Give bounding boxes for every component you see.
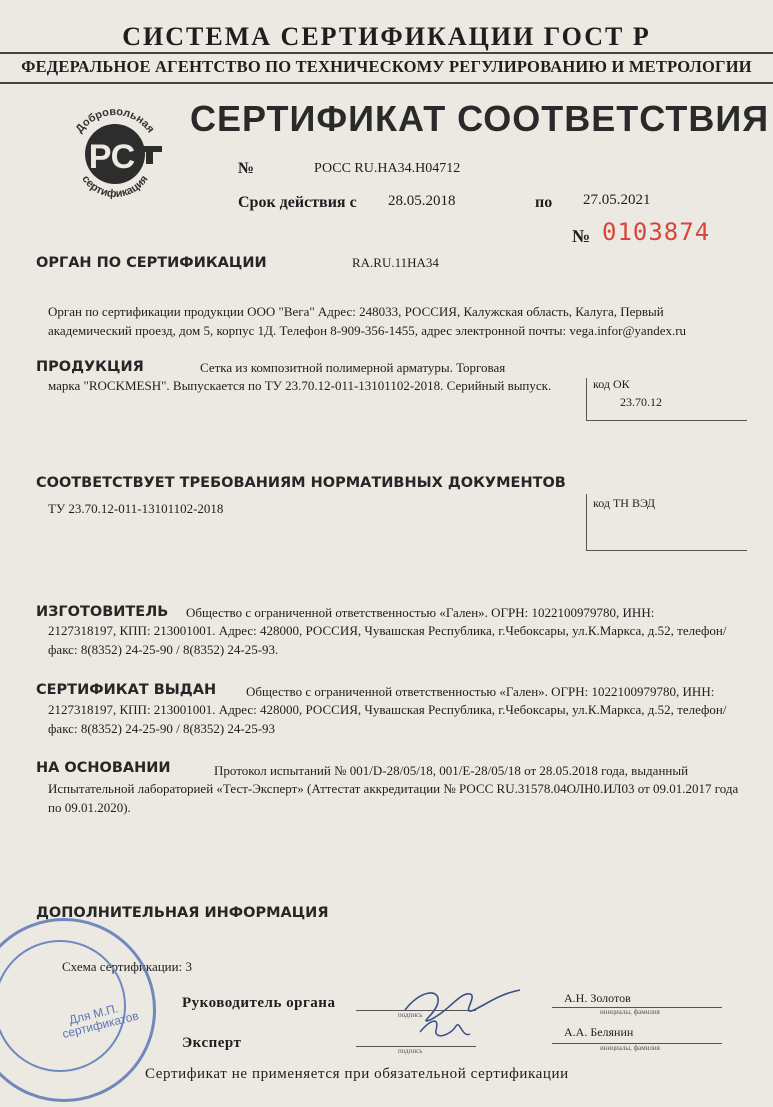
- blank-number-label: №: [572, 226, 591, 246]
- blank-number: 0103874: [602, 218, 711, 246]
- basis-label: НА ОСНОВАНИИ: [36, 760, 171, 776]
- logo-text-top: Добровольная: [73, 105, 157, 136]
- divider: [0, 82, 773, 84]
- manufacturer-text-rest: 2127318197, КПП: 213001001. Адрес: 428000, РОССИЯ, Чувашская Республика, г.Чебоксары, ул.К.Маркса, д.52, телефон/факс: 8(8352) 24-25-90 / 8(8352) 24-25-93.: [48, 623, 727, 657]
- certificate-title: СЕРТИФИКАТ СООТВЕТСТВИЯ: [190, 98, 770, 139]
- agency-title: ФЕДЕРАЛЬНОЕ АГЕНТСТВО ПО ТЕХНИЧЕСКОМУ РЕГУЛИРОВАНИЮ И МЕТРОЛОГИИ: [21, 57, 752, 76]
- certificate-number: РОСС RU.HA34.H04712: [314, 161, 461, 176]
- valid-to: 27.05.2021: [583, 192, 651, 208]
- product-text-first: Сетка из композитной полимерной арматуры. Торговая: [200, 360, 506, 375]
- issued-text-first: Общество с ограниченной ответственностью «Гален». ОГРН: 1022100979780, ИНН:: [246, 684, 715, 699]
- issued-label: СЕРТИФИКАТ ВЫДАН: [36, 682, 217, 698]
- product-label: ПРОДУКЦИЯ: [36, 359, 144, 375]
- ok-code-label: код ОК: [593, 377, 630, 391]
- rs-logo: [60, 96, 170, 206]
- signature-caption: подпись: [398, 1047, 423, 1055]
- cert-body-label: ОРГАН ПО СЕРТИФИКАЦИИ: [36, 255, 267, 271]
- number-label: №: [238, 160, 255, 177]
- certification-scheme: Схема сертификации: 3: [62, 959, 192, 974]
- logo-letters: РС: [88, 138, 136, 176]
- valid-to-label: по: [535, 194, 553, 211]
- cert-body-text: Орган по сертификации продукции ООО "Вега" Адрес: 248033, РОССИЯ, Калужская область, Калуга, Первый академический проезд, дом 5, корпус 1Д. Телефон 8-909-356-1455, адрес электронной почты: vega.infor@yandex.ru: [48, 304, 687, 338]
- basis-text-rest: Испытательной лабораторией «Тест-Эксперт» (Аттестат аккредитации № РОСС RU.31578.04ОЛН0.ИЛ03 от 09.01.2017 года по 09.01.2020).: [48, 781, 739, 815]
- seal-stamp-text: Для М.П. сертификатов: [60, 1001, 141, 1042]
- cert-body-code: RA.RU.11HA34: [352, 255, 439, 270]
- additional-info-label: ДОПОЛНИТЕЛЬНАЯ ИНФОРМАЦИЯ: [36, 905, 329, 921]
- validity-label: Срок действия с: [238, 194, 357, 211]
- logo-text-bottom: сертификация: [79, 173, 151, 201]
- expert-name: А.А. Белянин: [564, 1025, 634, 1039]
- name-caption: инициалы, фамилия: [600, 1044, 660, 1052]
- system-title: СИСТЕМА СЕРТИФИКАЦИИ ГОСТ Р: [122, 22, 651, 51]
- issued-text-rest: 2127318197, КПП: 213001001. Адрес: 428000, РОССИЯ, Чувашская Республика, г.Чебоксары, ул.К.Маркса, д.52, телефон/факс: 8(8352) 24-25-90 / 8(8352) 24-25-93: [48, 702, 727, 736]
- manufacturer-text-first: Общество с ограниченной ответственностью «Гален». ОГРН: 1022100979780, ИНН:: [186, 605, 655, 620]
- tnved-label: код ТН ВЭД: [593, 496, 656, 510]
- conformity-label: СООТВЕТСТВУЕТ ТРЕБОВАНИЯМ НОРМАТИВНЫХ ДОКУМЕНТОВ: [36, 475, 566, 491]
- basis-text-first: Протокол испытаний № 001/D-28/05/18, 001/E-28/05/18 от 28.05.2018 года, выданный: [214, 763, 689, 778]
- ok-code-value: 23.70.12: [620, 395, 662, 409]
- head-name: А.Н. Золотов: [564, 991, 631, 1005]
- signature-caption: подпись: [398, 1011, 423, 1019]
- conformity-doc: ТУ 23.70.12-011-13101102-2018: [48, 501, 224, 516]
- manufacturer-label: ИЗГОТОВИТЕЛЬ: [36, 604, 169, 620]
- product-text-rest: марка "ROCKMESH". Выпускается по ТУ 23.70.12-011-13101102-2018. Серийный выпуск.: [48, 378, 552, 393]
- rs-logo-icon: [60, 96, 170, 206]
- divider: [0, 52, 773, 54]
- handwritten-signature: [400, 980, 540, 1050]
- name-caption: инициалы, фамилия: [600, 1008, 660, 1016]
- footer-note: Сертификат не применяется при обязательной сертификации: [145, 1066, 569, 1082]
- head-label: Руководитель органа: [182, 995, 336, 1011]
- valid-from: 28.05.2018: [388, 193, 456, 209]
- expert-label: Эксперт: [182, 1035, 242, 1051]
